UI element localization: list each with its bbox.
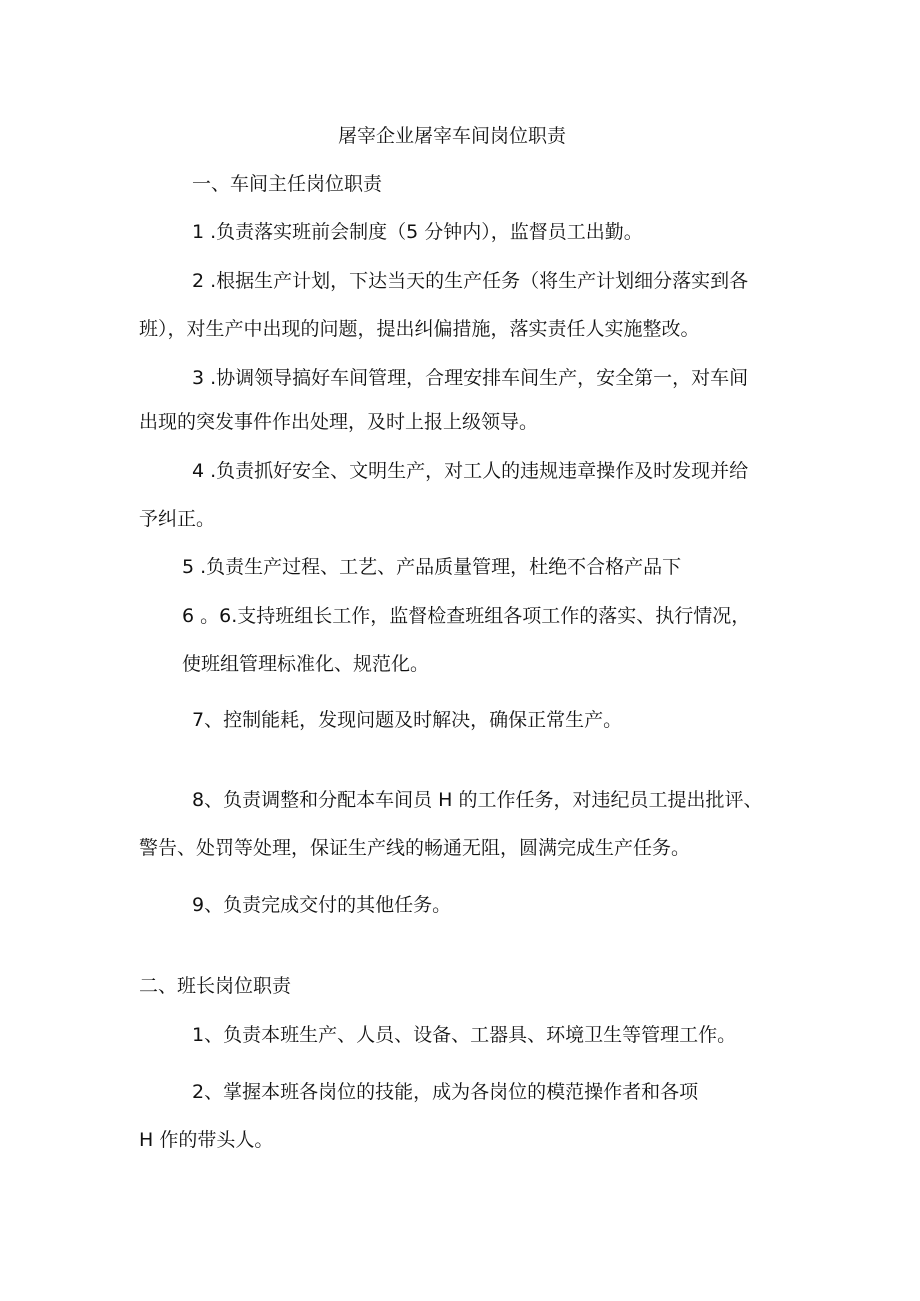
paragraph-line: 3 .协调领导搞好车间管理，合理安排车间生产，安全第一，对车间: [192, 367, 749, 389]
paragraph-line: H 作的带头人。: [139, 1129, 274, 1151]
section-heading-workshop-director: 一、车间主任岗位职责: [192, 173, 383, 195]
paragraph-line: 4 .负责抓好安全、文明生产，对工人的违规违章操作及时发现并给: [192, 460, 749, 482]
paragraph-line: 1、负责本班生产、人员、设备、工器具、环境卫生等管理工作。: [192, 1024, 737, 1046]
paragraph-line: 出现的突发事件作出处理，及时上报上级领导。: [139, 411, 539, 433]
paragraph-line: 5 .负责生产过程、工艺、产品质量管理，杜绝不合格产品下: [182, 556, 682, 578]
paragraph-line: 1 .负责落实班前会制度（5 分钟内），监督员工出勤。: [192, 221, 643, 243]
paragraph-line: 警告、处罚等处理，保证生产线的畅通无阻，圆满完成生产任务。: [139, 837, 691, 859]
paragraph-line: 使班组管理标准化、规范化。: [182, 653, 430, 675]
paragraph-line: 7、控制能耗，发现问题及时解决，确保正常生产。: [192, 709, 623, 731]
paragraph-line: 2、掌握本班各岗位的技能，成为各岗位的模范操作者和各项: [192, 1081, 699, 1103]
paragraph-line: 9、负责完成交付的其他任务。: [192, 894, 452, 916]
paragraph-line: 予纠正。: [139, 508, 216, 530]
paragraph-line: 8、负责调整和分配本车间员 H 的工作任务，对违纪员工提出批评、: [192, 789, 763, 811]
section-heading-team-leader: 二、班长岗位职责: [139, 975, 292, 997]
document-title: 屠宰企业屠宰车间岗位职责: [338, 125, 567, 147]
paragraph-line: 6 。6.支持班组长工作，监督检查班组各项工作的落实、执行情况，: [182, 605, 751, 627]
paragraph-line: 2 .根据生产计划，下达当天的生产任务（将生产计划细分落实到各: [192, 270, 749, 292]
paragraph-line: 班），对生产中出现的问题，提出纠偏措施，落实责任人实施整改。: [139, 318, 700, 340]
